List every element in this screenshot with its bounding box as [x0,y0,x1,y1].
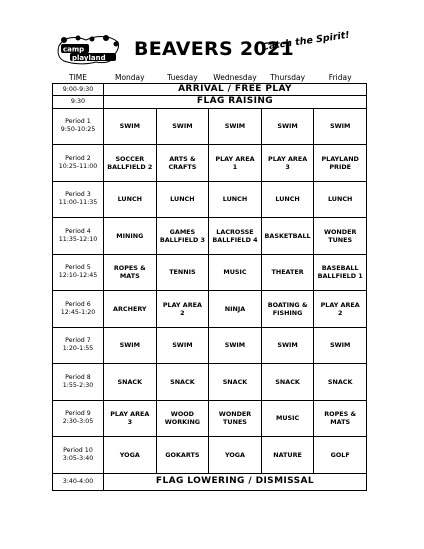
activity-cell: WONDER TUNES [314,218,367,255]
activity-cell: LUNCH [156,181,209,218]
header-friday: Friday [328,73,352,82]
activity-cell: SNACK [104,364,157,401]
activity-cell: YOGA [209,437,262,474]
activity-cell: SWIM [209,108,262,145]
time-cell: Period 2 10:25-11:00 [53,145,104,182]
arrival-row [53,84,367,96]
period-row [53,327,367,364]
activity-cell: ARCHERY [104,291,157,328]
activity-cell: MINING [104,218,157,255]
period-row [53,400,367,437]
flag-lowering-row [53,473,367,490]
time-cell: Period 3 11:00-11:35 [53,181,104,218]
time-cell: 9:30 [53,96,104,108]
time-cell: 3:40-4:00 [53,473,104,490]
activity-cell: PLAYLAND PRIDE [314,145,367,182]
activity-cell: PLAY AREA 2 [314,291,367,328]
activity-cell: NINJA [209,291,262,328]
activity-cell: SWIM [156,108,209,145]
activity-cell: THEATER [261,254,314,291]
activity-cell: SNACK [156,364,209,401]
time-cell: Period 6 12:45-1:20 [53,291,104,328]
activity-cell: ARTS & CRAFTS [156,145,209,182]
header-thursday: Thursday [270,73,306,82]
period-row [53,291,367,328]
time-cell: Period 1 9:50-10:25 [53,108,104,145]
activity-cell: SNACK [209,364,262,401]
activity-cell: ROPES & MATS [314,400,367,437]
activity-cell: SWIM [156,327,209,364]
activity-cell: SWIM [314,108,367,145]
flag-raising-row [53,96,367,108]
activity-cell: SWIM [261,108,314,145]
time-cell: Period 7 1:20-1:55 [53,327,104,364]
activity-cell: WOOD WORKING [156,400,209,437]
period-row [53,108,367,145]
activity-cell: ROPES & MATS [104,254,157,291]
time-cell: Period 5 12:10-12:45 [53,254,104,291]
camp-playland-logo-graphic [56,34,122,66]
tagline: Catch the Spirit! [261,29,351,53]
header-time: TIME [68,73,87,82]
time-cell: Period 9 2:30-3:05 [53,400,104,437]
activity-cell: SWIM [261,327,314,364]
activity-cell: LUNCH [209,181,262,218]
activity-cell: MUSIC [261,400,314,437]
schedule-table [52,72,367,491]
activity-cell: YOGA [104,437,157,474]
activity-cell: SNACK [261,364,314,401]
header-row [53,72,367,84]
activity-cell: SWIM [104,327,157,364]
period-row [53,145,367,182]
page-title: BEAVERS 2021 [134,38,294,60]
activity-cell: GOKARTS [156,437,209,474]
activity-cell: BASEBALL BALLFIELD 1 [314,254,367,291]
svg-text:camp: camp [63,45,85,54]
activity-cell: LUNCH [261,181,314,218]
activity-cell: PLAY AREA 1 [209,145,262,182]
activity-cell: PLAY AREA 3 [104,400,157,437]
activity-cell: LUNCH [314,181,367,218]
svg-text:playland: playland [72,53,106,62]
activity-cell: SNACK [314,364,367,401]
activity-cell: SWIM [104,108,157,145]
time-cell: 9:00-9:30 [53,84,104,96]
arrival-banner: ARRIVAL / FREE PLAY [104,84,367,96]
header-monday: Monday [114,73,145,82]
camp-playland-logo [56,34,122,66]
activity-cell: PLAY AREA 3 [261,145,314,182]
period-row [53,254,367,291]
activity-cell: GOLF [314,437,367,474]
period-row [53,218,367,255]
period-row [53,364,367,401]
header-wednesday: Wednesday [213,73,257,82]
time-cell: Period 10 3:05-3:40 [53,437,104,474]
activity-cell: LUNCH [104,181,157,218]
flag-lowering-banner: FLAG LOWERING / DISMISSAL [104,473,367,490]
activity-cell: SOCCER BALLFIELD 2 [104,145,157,182]
activity-cell: NATURE [261,437,314,474]
time-cell: Period 8 1:55-2:30 [53,364,104,401]
period-row [53,437,367,474]
activity-cell: BOATING & FISHING [261,291,314,328]
activity-cell: GAMES BALLFIELD 3 [156,218,209,255]
activity-cell: SWIM [314,327,367,364]
flag-raising-banner: FLAG RAISING [104,96,367,108]
activity-cell: SWIM [209,327,262,364]
activity-cell: LACROSSE BALLFIELD 4 [209,218,262,255]
time-cell: Period 4 11:35-12:10 [53,218,104,255]
activity-cell: BASKETBALL [261,218,314,255]
activity-cell: PLAY AREA 2 [156,291,209,328]
header-tuesday: Tuesday [167,73,198,82]
period-row [53,181,367,218]
activity-cell: MUSIC [209,254,262,291]
activity-cell: WONDER TUNES [209,400,262,437]
activity-cell: TENNIS [156,254,209,291]
